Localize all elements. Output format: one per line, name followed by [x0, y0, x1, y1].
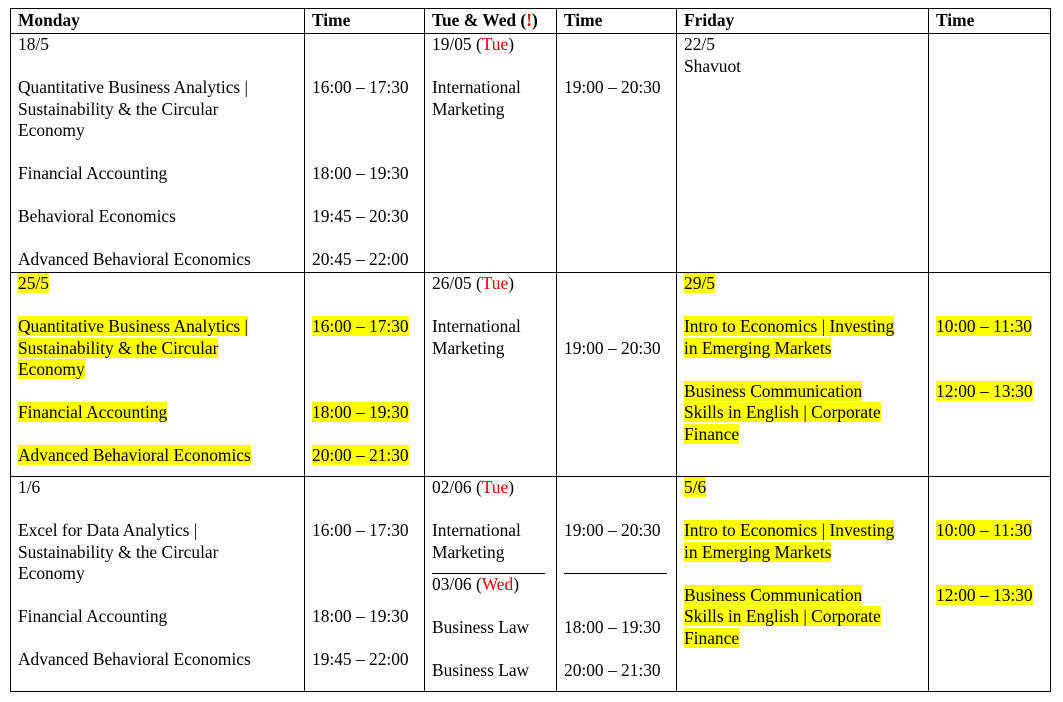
tue-wed-time-cell [557, 273, 677, 477]
holiday-note: Shavuot [684, 55, 742, 76]
time-slot: 12:00 – 13:30 [936, 584, 1033, 605]
date-label: 26/05 (Tue) [432, 273, 514, 293]
time-slot: 20:00 – 21:30 [564, 660, 661, 680]
time-slot: 19:00 – 20:30 [564, 520, 661, 540]
course-name: Intro to Economics | Investing [684, 520, 895, 540]
time-slot: 18:00 – 19:30 [312, 402, 409, 422]
date-label: 29/5 [684, 273, 715, 293]
time-slot: 12:00 – 13:30 [936, 380, 1033, 401]
header-monday: Monday [11, 9, 305, 34]
course-name: Marketing [432, 98, 505, 119]
course-name: in Emerging Markets [684, 337, 832, 358]
time-slot: 20:00 – 21:30 [312, 445, 409, 465]
date-label: 18/5 [18, 34, 49, 54]
time-slot: 18:00 – 19:30 [312, 163, 409, 183]
course-name: Marketing [432, 541, 505, 562]
course-name: International [432, 316, 521, 336]
time-slot: 18:00 – 19:30 [312, 606, 409, 626]
header-friday: Friday [677, 9, 929, 34]
time-slot: 10:00 – 11:30 [936, 520, 1032, 540]
course-name: Skills in English | Corporate [684, 402, 881, 422]
course-name: International [432, 520, 521, 540]
course-name: International [432, 77, 521, 97]
week-row [11, 34, 1051, 273]
schedule-table [10, 8, 1051, 692]
course-name: Economy [18, 120, 85, 140]
header-time: Time [557, 9, 677, 34]
course-name: Advanced Behavioral Economics [18, 649, 251, 669]
time-slot: 19:00 – 20:30 [564, 77, 661, 97]
monday-cell [11, 273, 305, 477]
time-slot: 16:00 – 17:30 [312, 316, 409, 336]
monday-time-cell [305, 34, 425, 273]
day-tag: Wed [481, 574, 514, 594]
monday-cell [11, 477, 305, 692]
course-name: Business Law [432, 617, 530, 637]
course-name: Quantitative Business Analytics | [18, 77, 249, 97]
time-slot: 10:00 – 11:30 [936, 316, 1032, 336]
friday-time-cell [929, 273, 1051, 477]
course-name: Business Communication [684, 380, 863, 401]
course-name: Financial Accounting [18, 163, 168, 183]
course-name: Advanced Behavioral Economics [18, 445, 251, 465]
course-name: Financial Accounting [18, 402, 168, 422]
friday-time-cell [929, 477, 1051, 692]
date-label: 19/05 (Tue) [432, 34, 514, 54]
time-slot: 19:45 – 20:30 [312, 206, 409, 226]
time-slot: 16:00 – 17:30 [312, 520, 409, 540]
course-name: Economy [18, 563, 85, 583]
tue-wed-time-cell [557, 34, 677, 273]
course-name: in Emerging Markets [684, 541, 832, 562]
date-label: 25/5 [18, 273, 49, 293]
course-name: Excel for Data Analytics | [18, 520, 198, 540]
course-name: Business Communication [684, 584, 863, 605]
header-time: Time [929, 9, 1051, 34]
course-name: Intro to Economics | Investing [684, 316, 895, 336]
warning-mark: ! [526, 10, 533, 30]
course-name: Business Law [432, 660, 530, 680]
time-slot: 19:45 – 22:00 [312, 649, 409, 669]
week-row [11, 273, 1051, 477]
course-name: Finance [684, 423, 740, 444]
tue-wed-cell [425, 477, 557, 692]
course-name: Sustainability & the Circular [18, 541, 219, 562]
tue-wed-time-cell [557, 477, 677, 692]
course-name: Skills in English | Corporate [684, 606, 881, 626]
monday-cell [11, 34, 305, 273]
header-row [11, 9, 1051, 34]
header-tue-wed [425, 9, 557, 34]
date-label: 02/06 (Tue) [432, 477, 514, 497]
course-name: Behavioral Economics [18, 206, 176, 226]
day-tag: Tue [481, 273, 509, 293]
monday-time-cell [305, 273, 425, 477]
tue-wed-cell [425, 34, 557, 273]
time-slot: 20:45 – 22:00 [312, 249, 409, 269]
friday-time-cell [929, 34, 1051, 273]
course-name: Sustainability & the Circular [18, 337, 219, 358]
course-name: Quantitative Business Analytics | [18, 316, 249, 336]
course-name: Marketing [432, 337, 505, 358]
day-tag: Tue [481, 34, 509, 54]
friday-cell [677, 34, 929, 273]
time-slot: 16:00 – 17:30 [312, 77, 409, 97]
week-row [11, 477, 1051, 692]
date-label: 22/5 [684, 34, 715, 54]
time-slot: 19:00 – 20:30 [564, 337, 661, 358]
course-name: Sustainability & the Circular [18, 98, 219, 119]
time-slot: 18:00 – 19:30 [564, 617, 661, 637]
date-label: 03/06 (Wed) [432, 574, 519, 594]
header-tue-wed-label: Tue & Wed ( [432, 10, 527, 30]
tue-wed-cell [425, 273, 557, 477]
monday-time-cell [305, 477, 425, 692]
header-tue-wed-close: ) [532, 10, 538, 30]
header-time: Time [305, 9, 425, 34]
friday-cell [677, 477, 929, 692]
date-label: 1/6 [18, 477, 41, 497]
course-name: Advanced Behavioral Economics [18, 249, 251, 269]
course-name: Finance [684, 627, 740, 648]
friday-cell [677, 273, 929, 477]
course-name: Economy [18, 359, 85, 379]
course-name: Financial Accounting [18, 606, 168, 626]
date-label: 5/6 [684, 477, 707, 497]
day-tag: Tue [481, 477, 509, 497]
